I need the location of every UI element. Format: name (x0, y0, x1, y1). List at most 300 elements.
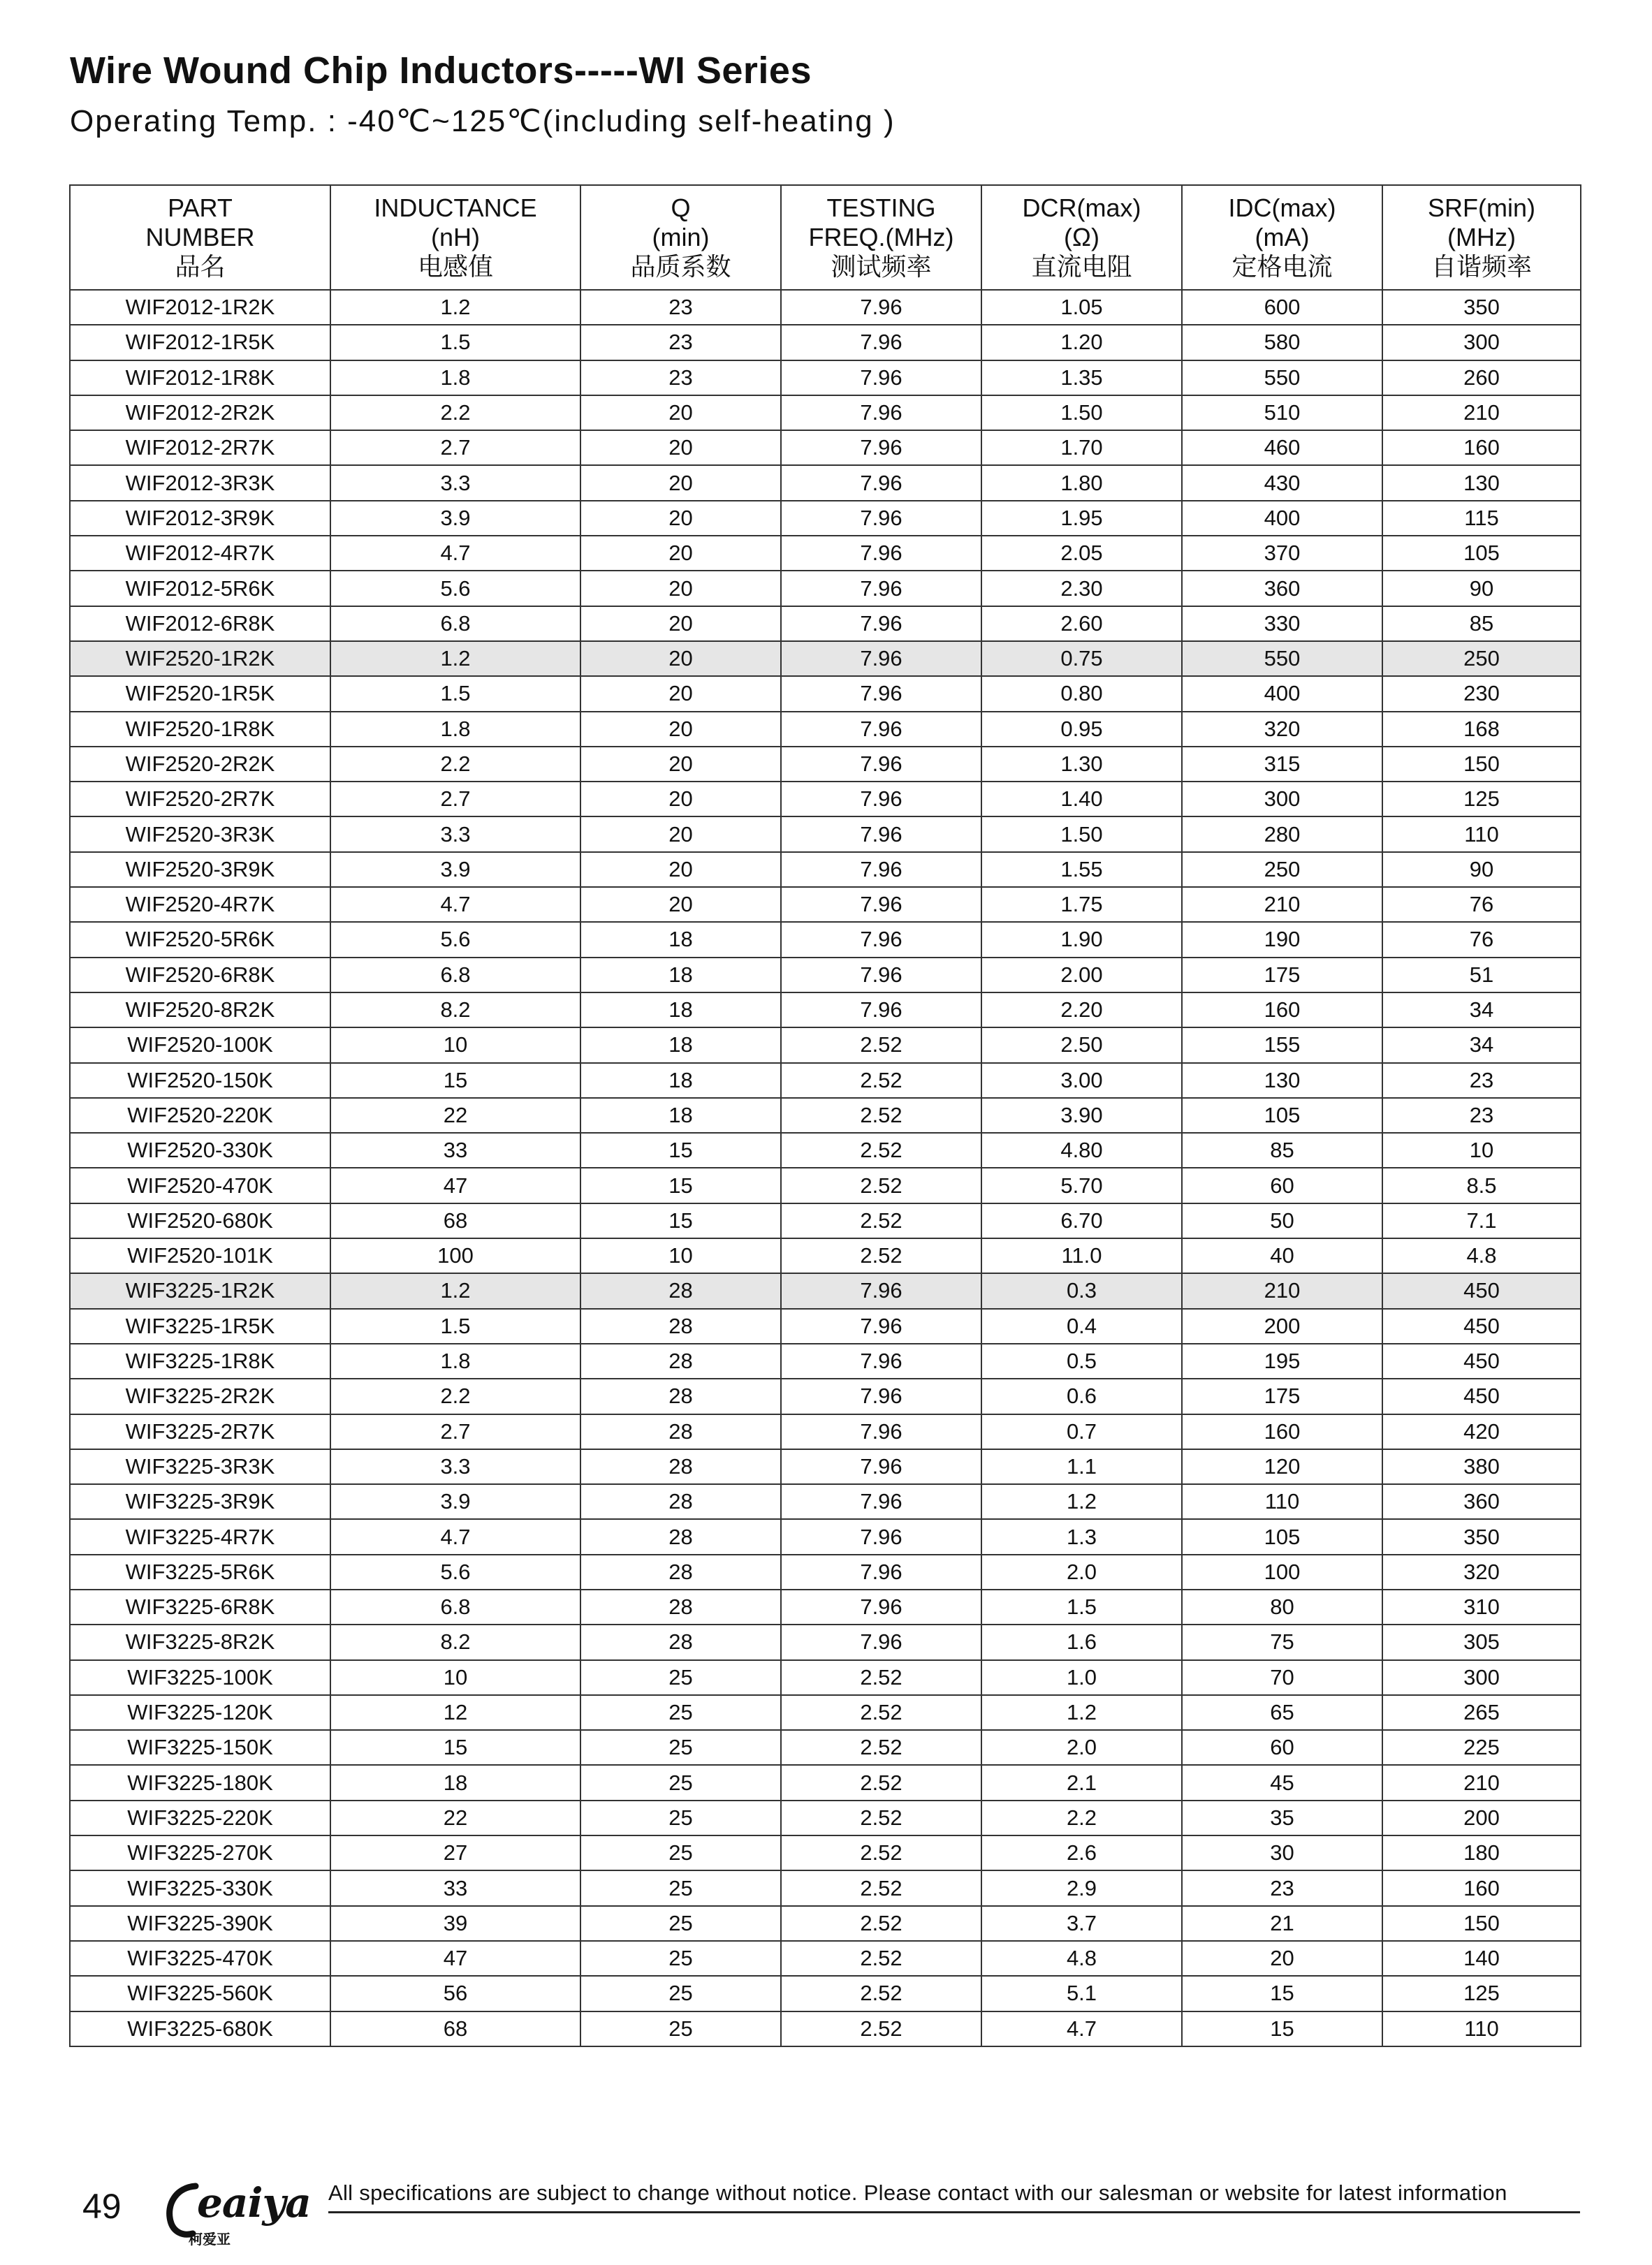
table-cell: WIF3225-100K (70, 1660, 330, 1695)
table-row (70, 1484, 1581, 1519)
table-cell: 1.95 (981, 501, 1182, 536)
table-cell: 310 (1382, 1590, 1581, 1625)
table-cell: 250 (1182, 852, 1382, 887)
column-header (70, 185, 330, 290)
table-cell: 110 (1182, 1484, 1382, 1519)
table-row (70, 922, 1581, 957)
table-row (70, 606, 1581, 641)
table-cell: 28 (580, 1344, 781, 1379)
table-cell: 180 (1382, 1835, 1581, 1870)
table-cell: WIF2520-470K (70, 1168, 330, 1203)
table-cell: 1.80 (981, 465, 1182, 500)
table-cell: 1.2 (330, 641, 580, 676)
table-cell: 3.9 (330, 1484, 580, 1519)
table-cell: 1.30 (981, 747, 1182, 782)
table-cell: 7.96 (781, 360, 981, 395)
table-cell: 2.52 (781, 2011, 981, 2046)
table-cell: 2.52 (781, 1906, 981, 1941)
table-row (70, 1941, 1581, 1976)
table-row (70, 1835, 1581, 1870)
column-header-line: (Ω) (1064, 223, 1099, 251)
table-cell: 45 (1182, 1765, 1382, 1800)
table-cell: 2.52 (781, 1801, 981, 1835)
table-cell: 315 (1182, 747, 1382, 782)
table-cell: 600 (1182, 290, 1382, 325)
table-cell: 6.8 (330, 958, 580, 992)
table-cell: 4.7 (330, 887, 580, 922)
table-cell: 34 (1382, 992, 1581, 1027)
table-cell: 225 (1382, 1730, 1581, 1765)
table-row (70, 1590, 1581, 1625)
table-cell: 25 (580, 1835, 781, 1870)
column-header-line: 直流电阻 (1031, 252, 1132, 281)
table-cell: 2.2 (330, 395, 580, 430)
table-cell: 100 (330, 1238, 580, 1273)
table-cell: 25 (580, 1906, 781, 1941)
table-cell: 1.90 (981, 922, 1182, 957)
column-header (330, 185, 580, 290)
table-cell: 460 (1182, 430, 1382, 465)
table-cell: 5.70 (981, 1168, 1182, 1203)
column-header-line: (mA) (1255, 223, 1310, 251)
table-cell: 130 (1182, 1063, 1382, 1098)
table-cell: 265 (1382, 1695, 1581, 1730)
column-header-line: TESTING (826, 193, 936, 222)
table-cell: 1.5 (330, 325, 580, 360)
table-cell: 5.6 (330, 571, 580, 606)
table-cell: 7.96 (781, 922, 981, 957)
table-cell: 195 (1182, 1344, 1382, 1379)
table-cell: 5.6 (330, 922, 580, 957)
table-cell: 1.8 (330, 712, 580, 747)
table-cell: 2.1 (981, 1765, 1182, 1800)
table-cell: 1.0 (981, 1660, 1182, 1695)
table-cell: 47 (330, 1941, 580, 1976)
table-cell: 18 (580, 958, 781, 992)
page-number: 49 (82, 2187, 122, 2226)
table-cell: 2.52 (781, 1168, 981, 1203)
operating-temp-subtitle: Operating Temp. : -40℃~125℃(including self-heating ) (70, 104, 896, 138)
table-cell: 28 (580, 1449, 781, 1484)
table-cell: 20 (580, 430, 781, 465)
table-row (70, 536, 1581, 571)
table-cell: 2.7 (330, 782, 580, 816)
table-cell: 2.52 (781, 1203, 981, 1238)
table-cell: 175 (1182, 1379, 1382, 1414)
table-cell: WIF3225-330K (70, 1870, 330, 1905)
table-cell: 20 (1182, 1941, 1382, 1976)
table-cell: 51 (1382, 958, 1581, 992)
table-cell: 76 (1382, 922, 1581, 957)
table-cell: 160 (1382, 1870, 1581, 1905)
table-cell: WIF2520-220K (70, 1098, 330, 1133)
table-cell: 90 (1382, 571, 1581, 606)
table-cell: 3.9 (330, 501, 580, 536)
table-cell: 4.7 (330, 1519, 580, 1554)
table-cell: 22 (330, 1801, 580, 1835)
table-cell: 20 (580, 852, 781, 887)
table-cell: 20 (580, 887, 781, 922)
table-cell: 10 (330, 1027, 580, 1062)
table-cell: WIF2012-2R2K (70, 395, 330, 430)
table-cell: 4.8 (1382, 1238, 1581, 1273)
table-cell: 23 (580, 290, 781, 325)
table-row (70, 1133, 1581, 1168)
table-cell: 7.96 (781, 816, 981, 851)
table-cell: WIF2012-3R9K (70, 501, 330, 536)
column-header-line: Q (671, 193, 691, 222)
table-row (70, 782, 1581, 816)
table-row (70, 1098, 1581, 1133)
table-cell: 28 (580, 1379, 781, 1414)
table-cell: 20 (580, 465, 781, 500)
table-cell: 20 (580, 536, 781, 571)
table-cell: 10 (1382, 1133, 1581, 1168)
table-cell: WIF2012-4R7K (70, 536, 330, 571)
table-cell: 7.96 (781, 782, 981, 816)
table-cell: 210 (1182, 1273, 1382, 1308)
table-cell: 1.05 (981, 290, 1182, 325)
table-row (70, 1063, 1581, 1098)
column-header-line: IDC(max) (1228, 193, 1336, 222)
table-cell: 18 (580, 1098, 781, 1133)
table-cell: 2.30 (981, 571, 1182, 606)
footer-divider (328, 2211, 1580, 2213)
table-cell: WIF2012-2R7K (70, 430, 330, 465)
table-cell: 76 (1382, 887, 1581, 922)
table-cell: 1.2 (330, 1273, 580, 1308)
table-cell: 160 (1182, 992, 1382, 1027)
column-header (981, 185, 1182, 290)
table-cell: WIF3225-5R6K (70, 1555, 330, 1590)
table-row (70, 360, 1581, 395)
table-cell: 2.0 (981, 1730, 1182, 1765)
table-cell: 20 (580, 501, 781, 536)
table-cell: 60 (1182, 1730, 1382, 1765)
table-row (70, 395, 1581, 430)
column-header (781, 185, 981, 290)
table-cell: 2.52 (781, 1976, 981, 2011)
table-cell: 250 (1382, 641, 1581, 676)
table-cell: 510 (1182, 395, 1382, 430)
table-cell: 2.52 (781, 1870, 981, 1905)
table-cell: 260 (1382, 360, 1581, 395)
table-cell: 420 (1382, 1414, 1581, 1449)
table-cell: 175 (1182, 958, 1382, 992)
table-cell: 7.96 (781, 1555, 981, 1590)
table-cell: 4.80 (981, 1133, 1182, 1168)
table-cell: 60 (1182, 1168, 1382, 1203)
table-cell: WIF3225-680K (70, 2011, 330, 2046)
table-cell: 23 (580, 360, 781, 395)
table-cell: 1.3 (981, 1519, 1182, 1554)
table-cell: 40 (1182, 1238, 1382, 1273)
table-row (70, 430, 1581, 465)
table-cell: 2.2 (981, 1801, 1182, 1835)
table-cell: 1.20 (981, 325, 1182, 360)
table-cell: 7.96 (781, 290, 981, 325)
table-cell: 7.96 (781, 887, 981, 922)
table-cell: 7.96 (781, 1449, 981, 1484)
table-cell: 75 (1182, 1625, 1382, 1659)
table-row (70, 887, 1581, 922)
table-cell: 300 (1182, 782, 1382, 816)
table-row (70, 1027, 1581, 1062)
table-row (70, 501, 1581, 536)
table-cell: 8.5 (1382, 1168, 1581, 1203)
table-cell: WIF2012-5R6K (70, 571, 330, 606)
table-cell: 7.96 (781, 501, 981, 536)
table-cell: 450 (1382, 1344, 1581, 1379)
table-cell: WIF2520-1R8K (70, 712, 330, 747)
table-cell: 1.8 (330, 360, 580, 395)
table-cell: 15 (580, 1168, 781, 1203)
table-cell: 28 (580, 1590, 781, 1625)
table-row (70, 992, 1581, 1027)
table-cell: 6.70 (981, 1203, 1182, 1238)
table-cell: 20 (580, 782, 781, 816)
table-cell: WIF3225-390K (70, 1906, 330, 1941)
table-row (70, 676, 1581, 711)
table-cell: 0.75 (981, 641, 1182, 676)
table-cell: 8.2 (330, 1625, 580, 1659)
table-row (70, 1449, 1581, 1484)
table-cell: 3.7 (981, 1906, 1182, 1941)
table-cell: 360 (1182, 571, 1382, 606)
column-header-line: NUMBER (145, 223, 255, 251)
table-row (70, 641, 1581, 676)
table-cell: 2.0 (981, 1555, 1182, 1590)
table-cell: 22 (330, 1098, 580, 1133)
table-cell: 350 (1382, 1519, 1581, 1554)
table-cell: 100 (1182, 1555, 1382, 1590)
table-cell: 7.96 (781, 536, 981, 571)
table-cell: 7.96 (781, 676, 981, 711)
table-cell: 7.96 (781, 712, 981, 747)
table-cell: 80 (1182, 1590, 1382, 1625)
table-cell: 2.52 (781, 1238, 981, 1273)
table-cell: 7.96 (781, 606, 981, 641)
table-cell: 34 (1382, 1027, 1581, 1062)
table-cell: 320 (1182, 712, 1382, 747)
table-cell: 7.96 (781, 1344, 981, 1379)
table-cell: 65 (1182, 1695, 1382, 1730)
table-row (70, 1660, 1581, 1695)
table-cell: 90 (1382, 852, 1581, 887)
table-row (70, 465, 1581, 500)
table-cell: WIF3225-1R8K (70, 1344, 330, 1379)
table-cell: 7.1 (1382, 1203, 1581, 1238)
table-cell: 2.52 (781, 1027, 981, 1062)
table-cell: 1.35 (981, 360, 1182, 395)
table-cell: 2.52 (781, 1765, 981, 1800)
table-row (70, 1168, 1581, 1203)
table-cell: 200 (1182, 1309, 1382, 1344)
table-cell: 305 (1382, 1625, 1581, 1659)
page-title: Wire Wound Chip Inductors-----WI Series (70, 50, 812, 91)
column-header (580, 185, 781, 290)
table-cell: 28 (580, 1484, 781, 1519)
table-cell: 2.52 (781, 1835, 981, 1870)
table-cell: 85 (1382, 606, 1581, 641)
table-row (70, 1309, 1581, 1344)
table-cell: 28 (580, 1555, 781, 1590)
table-cell: 1.55 (981, 852, 1182, 887)
column-header-line: PART (168, 193, 233, 222)
column-header-line: (nH) (431, 223, 480, 251)
table-cell: 7.96 (781, 1519, 981, 1554)
table-row (70, 1238, 1581, 1273)
table-cell: 430 (1182, 465, 1382, 500)
table-cell: 7.96 (781, 1309, 981, 1344)
table-cell: 15 (580, 1203, 781, 1238)
table-row (70, 1870, 1581, 1905)
table-row (70, 1519, 1581, 1554)
table-cell: 0.3 (981, 1273, 1182, 1308)
table-row (70, 571, 1581, 606)
table-row (70, 852, 1581, 887)
table-cell: 7.96 (781, 571, 981, 606)
table-header-row (70, 185, 1581, 290)
table-cell: 1.50 (981, 395, 1182, 430)
column-header (1382, 185, 1581, 290)
table-cell: 2.52 (781, 1660, 981, 1695)
table-row (70, 1625, 1581, 1659)
table-row (70, 1765, 1581, 1800)
table-cell: 7.96 (781, 992, 981, 1027)
table-cell: WIF3225-470K (70, 1941, 330, 1976)
table-row (70, 2011, 1581, 2046)
table-cell: 56 (330, 1976, 580, 2011)
table-cell: 20 (580, 712, 781, 747)
table-cell: 3.3 (330, 816, 580, 851)
table-cell: 3.3 (330, 465, 580, 500)
table-cell: 105 (1382, 536, 1581, 571)
table-cell: 18 (580, 922, 781, 957)
table-cell: 50 (1182, 1203, 1382, 1238)
table-row (70, 1203, 1581, 1238)
table-cell: 200 (1382, 1801, 1581, 1835)
column-header-line: 电感值 (417, 252, 493, 281)
table-cell: WIF2520-1R2K (70, 641, 330, 676)
table-cell: 1.1 (981, 1449, 1182, 1484)
table-cell: WIF2520-2R7K (70, 782, 330, 816)
table-cell: 47 (330, 1168, 580, 1203)
table-cell: 7.96 (781, 1273, 981, 1308)
table-cell: WIF3225-2R7K (70, 1414, 330, 1449)
table-cell: 15 (330, 1730, 580, 1765)
table-cell: WIF2520-5R6K (70, 922, 330, 957)
table-cell: 1.70 (981, 430, 1182, 465)
table-cell: 2.2 (330, 747, 580, 782)
table-cell: 105 (1182, 1519, 1382, 1554)
table-cell: 105 (1182, 1098, 1382, 1133)
table-row (70, 1273, 1581, 1308)
table-cell: 450 (1382, 1273, 1581, 1308)
table-cell: 150 (1382, 1906, 1581, 1941)
table-cell: 12 (330, 1695, 580, 1730)
table-cell: 1.2 (330, 290, 580, 325)
table-cell: 110 (1382, 816, 1581, 851)
table-row (70, 1414, 1581, 1449)
table-cell: 11.0 (981, 1238, 1182, 1273)
table-cell: 18 (580, 1063, 781, 1098)
table-cell: 550 (1182, 641, 1382, 676)
table-cell: 140 (1382, 1941, 1581, 1976)
table-cell: 25 (580, 1941, 781, 1976)
table-cell: 3.90 (981, 1098, 1182, 1133)
column-header-line: FREQ.(MHz) (808, 223, 954, 251)
table-cell: WIF3225-2R2K (70, 1379, 330, 1414)
table-cell: 550 (1182, 360, 1382, 395)
table-cell: 3.3 (330, 1449, 580, 1484)
column-header-line: (MHz) (1447, 223, 1516, 251)
table-cell: 25 (580, 2011, 781, 2046)
table-cell: 580 (1182, 325, 1382, 360)
table-cell: 20 (580, 816, 781, 851)
table-row (70, 1695, 1581, 1730)
table-cell: 210 (1382, 395, 1581, 430)
table-cell: 350 (1382, 290, 1581, 325)
table-cell: 7.96 (781, 958, 981, 992)
table-cell: 20 (580, 395, 781, 430)
column-header-line: 自谐频率 (1431, 252, 1532, 281)
table-cell: 2.7 (330, 1414, 580, 1449)
table-cell: 1.5 (981, 1590, 1182, 1625)
table-cell: 7.96 (781, 1590, 981, 1625)
table-cell: 2.60 (981, 606, 1182, 641)
table-cell: 6.8 (330, 1590, 580, 1625)
table-cell: 115 (1382, 501, 1581, 536)
table-cell: 18 (580, 1027, 781, 1062)
column-header-line: SRF(min) (1428, 193, 1535, 222)
table-cell: 23 (1182, 1870, 1382, 1905)
table-cell: WIF3225-6R8K (70, 1590, 330, 1625)
table-cell: 18 (330, 1765, 580, 1800)
table-cell: 7.96 (781, 1625, 981, 1659)
table-cell: 15 (1182, 1976, 1382, 2011)
table-cell: 7.96 (781, 465, 981, 500)
table-row (70, 958, 1581, 992)
table-cell: 210 (1382, 1765, 1581, 1800)
table-row (70, 1976, 1581, 2011)
table-cell: 25 (580, 1765, 781, 1800)
table-cell: 7.96 (781, 430, 981, 465)
table-row (70, 1555, 1581, 1590)
table-cell: 300 (1382, 1660, 1581, 1695)
table-cell: 190 (1182, 922, 1382, 957)
table-cell: 2.52 (781, 1730, 981, 1765)
table-cell: WIF2520-680K (70, 1203, 330, 1238)
table-cell: 2.52 (781, 1695, 981, 1730)
table-cell: 39 (330, 1906, 580, 1941)
table-cell: 210 (1182, 887, 1382, 922)
table-cell: WIF2012-1R2K (70, 290, 330, 325)
table-cell: 20 (580, 676, 781, 711)
table-cell: 20 (580, 747, 781, 782)
table-cell: WIF3225-3R3K (70, 1449, 330, 1484)
logo-wordmark: eaiya (197, 2179, 311, 2227)
table-cell: 280 (1182, 816, 1382, 851)
table-cell: 110 (1382, 2011, 1581, 2046)
table-cell: 25 (580, 1695, 781, 1730)
table-cell: WIF2012-1R5K (70, 325, 330, 360)
table-cell: WIF2520-3R3K (70, 816, 330, 851)
table-cell: 28 (580, 1309, 781, 1344)
table-cell: 5.1 (981, 1976, 1182, 2011)
table-cell: 10 (580, 1238, 781, 1273)
table-cell: WIF2520-100K (70, 1027, 330, 1062)
